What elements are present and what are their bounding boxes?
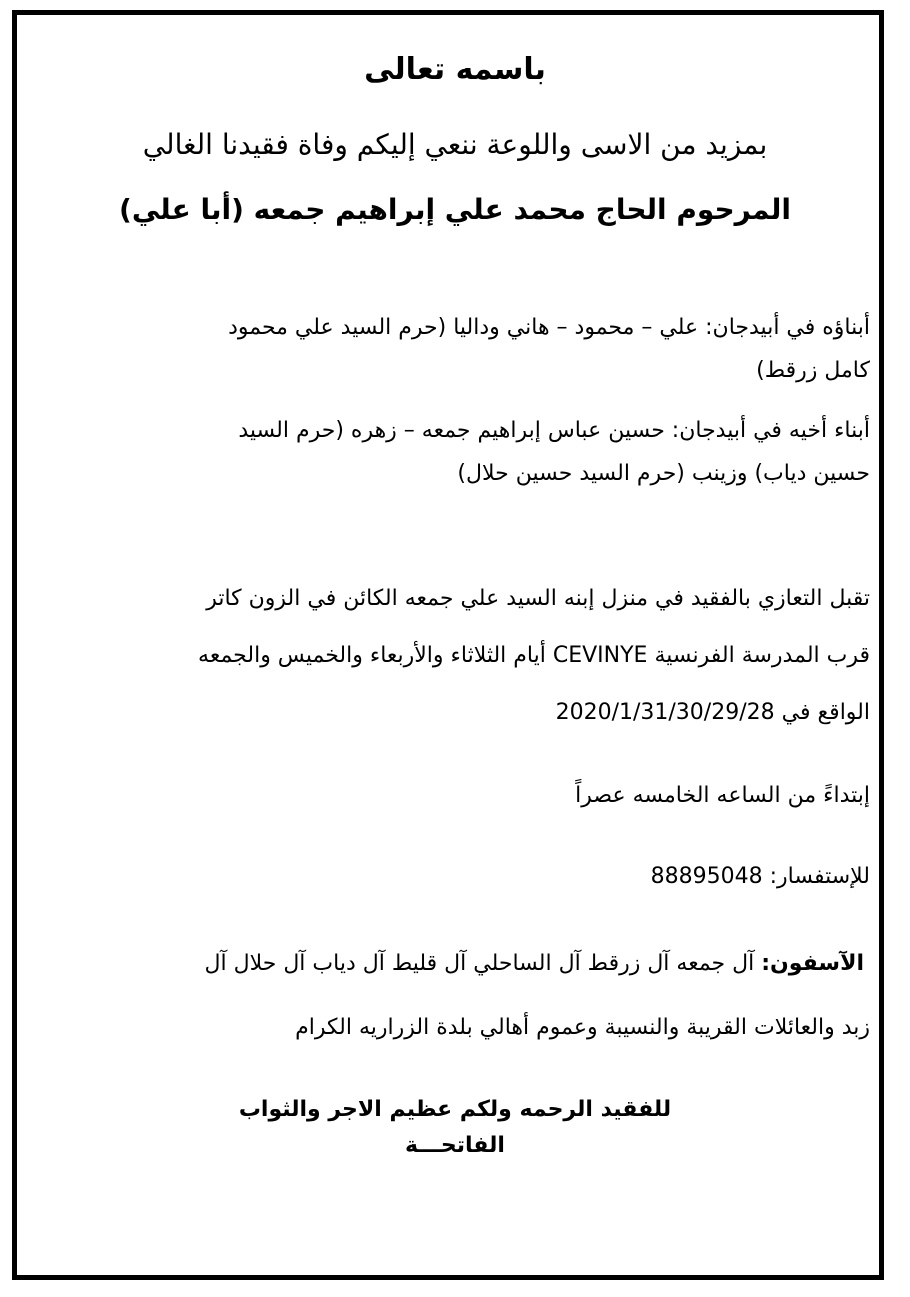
inquiry-label: للإستفسار: xyxy=(769,864,870,889)
condolences-line-2: قرب المدرسة الفرنسية CEVINYE أيام الثلاثاء والأربعاء والخميس والجمعه xyxy=(198,643,870,668)
closing-fatiha: الفاتحـــة xyxy=(405,1133,505,1158)
mourners-line-1 xyxy=(205,951,864,976)
condolences-dates: 2020/1/31/30/29/28 xyxy=(555,700,775,725)
condolences-line-1: تقبل التعازي بالفقيد في منزل إبنه السيد علي جمعه الكائن في الزون كاتر xyxy=(206,586,870,611)
sons-line-2: كامل زرقط) xyxy=(756,358,870,383)
mourners-families: آل جمعه آل زرقط آل الساحلي آل قليط آل دياب آل حلال آل xyxy=(204,951,755,976)
condolences-line-3 xyxy=(556,700,870,725)
announcement-line: بمزيد من الاسى واللوعة ننعي إليكم وفاة فقيدنا الغالي xyxy=(142,128,768,161)
inquiry-phone: 88895048 xyxy=(650,864,763,889)
closing-blessing: للفقيد الرحمه ولكم عظيم الاجر والثواب xyxy=(238,1097,672,1122)
visiting-time: إبتداءً من الساعه الخامسه عصراً xyxy=(575,783,870,808)
document-title: باسمه تعالى xyxy=(364,52,546,87)
mourners-line-2: زبد والعائلات القريبة والنسيبة وعموم أهالي بلدة الزراريه الكرام xyxy=(295,1015,870,1040)
sons-line-1: أبناؤه في أبيدجان: علي – محمود – هاني وداليا (حرم السيد علي محمود xyxy=(228,315,870,340)
mourners-label: الآسفون: xyxy=(761,951,864,976)
inquiry-line xyxy=(651,864,870,889)
nephews-line-1: أبناء أخيه في أبيدجان: حسين عباس إبراهيم جمعه – زهره (حرم السيد xyxy=(238,418,870,443)
condolences-date-prefix: الواقع في xyxy=(781,700,870,725)
nephews-line-2: حسين دياب) وزينب (حرم السيد حسين حلال) xyxy=(457,461,870,486)
deceased-name: المرحوم الحاج محمد علي إبراهيم جمعه (أبا علي) xyxy=(119,193,791,226)
